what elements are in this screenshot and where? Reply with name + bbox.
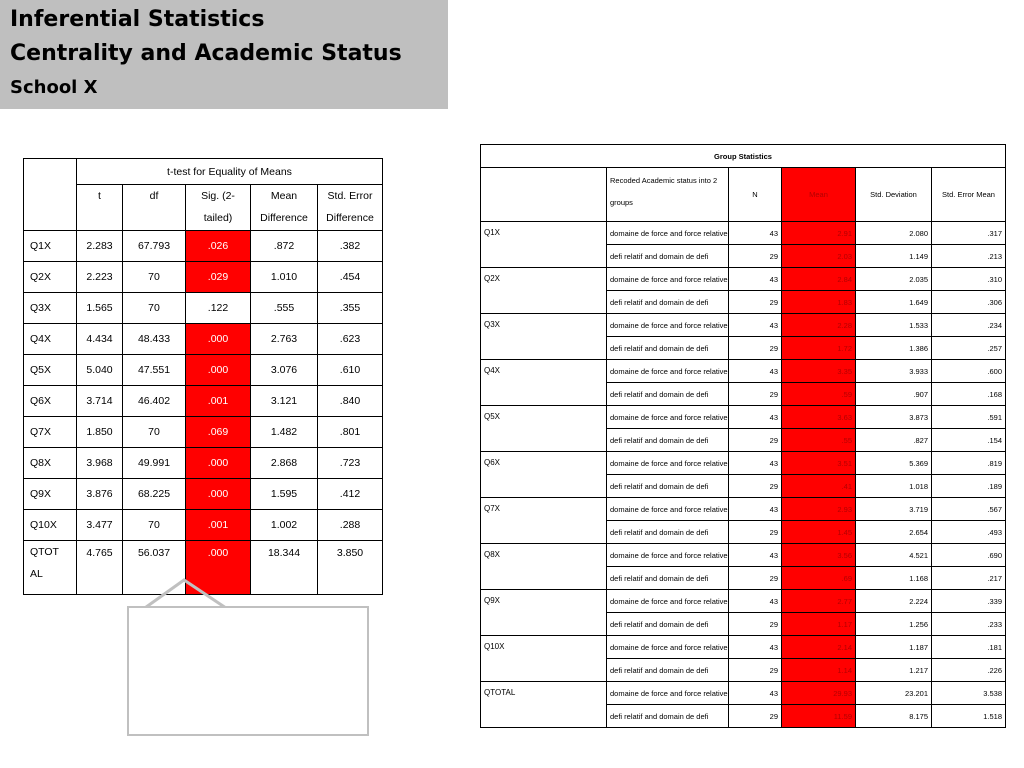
- gs-cell-mean: 1.14: [782, 659, 856, 682]
- cell-std-error-difference: .801: [318, 417, 383, 448]
- gs-cell-se: 3.538: [932, 682, 1006, 705]
- header-se-line-2: Difference: [326, 212, 374, 224]
- ttest-row: [24, 479, 383, 510]
- gs-group-name: defi relatif and domain de defi: [607, 475, 729, 498]
- gs-header-group: [607, 168, 729, 222]
- cell-t: 3.968: [77, 448, 123, 479]
- header-std-error-difference: [318, 185, 383, 231]
- ttest-row: [24, 355, 383, 386]
- cell-df: 46.402: [123, 386, 186, 417]
- cell-t: 4.434: [77, 324, 123, 355]
- cell-sig: .122: [186, 293, 251, 324]
- gs-cell-mean: 1.72: [782, 337, 856, 360]
- ttest-group-header: t-test for Equality of Means: [77, 159, 383, 185]
- gs-row-label: Q2X: [481, 268, 607, 314]
- gs-row: [481, 636, 1006, 659]
- cell-mean-difference: .555: [251, 293, 318, 324]
- gs-cell-n: 29: [729, 383, 782, 406]
- row-label: Q5X: [24, 355, 77, 386]
- gs-cell-se: .600: [932, 360, 1006, 383]
- gs-cell-mean: .55: [782, 429, 856, 452]
- cell-df: 70: [123, 293, 186, 324]
- cell-sig: .069: [186, 417, 251, 448]
- row-label: [24, 541, 77, 595]
- gs-cell-sd: 1.168: [856, 567, 932, 590]
- cell-mean-difference: 18.344: [251, 541, 318, 595]
- gs-cell-mean: 3.56: [782, 544, 856, 567]
- gs-cell-mean: .69: [782, 567, 856, 590]
- gs-cell-sd: 5.369: [856, 452, 932, 475]
- cell-t: 3.477: [77, 510, 123, 541]
- gs-cell-n: 29: [729, 291, 782, 314]
- header-mean-difference: [251, 185, 318, 231]
- gs-cell-n: 29: [729, 245, 782, 268]
- gs-cell-sd: 3.873: [856, 406, 932, 429]
- gs-cell-n: 43: [729, 406, 782, 429]
- gs-cell-mean: 3.35: [782, 360, 856, 383]
- gs-cell-sd: .907: [856, 383, 932, 406]
- cell-mean-difference: 1.595: [251, 479, 318, 510]
- gs-cell-n: 29: [729, 659, 782, 682]
- gs-row: [481, 498, 1006, 521]
- cell-df: 56.037: [123, 541, 186, 595]
- gs-group-name: domaine de force and force relative: [607, 498, 729, 521]
- header-md-line-1: Mean: [270, 190, 298, 202]
- gs-group-name: domaine de force and force relative: [607, 406, 729, 429]
- gs-group-name: defi relatif and domain de defi: [607, 659, 729, 682]
- gs-cell-sd: 1.187: [856, 636, 932, 659]
- callout-box: [127, 606, 369, 736]
- gs-row-label: Q1X: [481, 222, 607, 268]
- gs-cell-mean: 2.14: [782, 636, 856, 659]
- ttest-row: [24, 293, 383, 324]
- row-label: Q2X: [24, 262, 77, 293]
- row-label: Q4X: [24, 324, 77, 355]
- gs-header-group-line-2: groups: [610, 198, 633, 207]
- gs-cell-n: 29: [729, 429, 782, 452]
- cell-mean-difference: 3.121: [251, 386, 318, 417]
- gs-cell-mean: 1.17: [782, 613, 856, 636]
- gs-cell-mean: 3.51: [782, 452, 856, 475]
- cell-std-error-difference: .723: [318, 448, 383, 479]
- gs-cell-n: 43: [729, 636, 782, 659]
- cell-mean-difference: 1.002: [251, 510, 318, 541]
- cell-t: 2.283: [77, 231, 123, 262]
- gs-row-label: Q5X: [481, 406, 607, 452]
- cell-sig: .001: [186, 510, 251, 541]
- group-statistics-table: [480, 144, 1006, 728]
- gs-cell-n: 43: [729, 268, 782, 291]
- gs-row-label: QTOTAL: [481, 682, 607, 728]
- gs-cell-mean: 2.84: [782, 268, 856, 291]
- title-line-2: Centrality and Academic Status: [10, 41, 402, 66]
- gs-cell-mean: 1.83: [782, 291, 856, 314]
- cell-df: 67.793: [123, 231, 186, 262]
- gs-group-name: domaine de force and force relative: [607, 360, 729, 383]
- cell-std-error-difference: .412: [318, 479, 383, 510]
- gs-group-name: domaine de force and force relative: [607, 268, 729, 291]
- gs-cell-se: .233: [932, 613, 1006, 636]
- gs-cell-se: .226: [932, 659, 1006, 682]
- gs-row-label: Q7X: [481, 498, 607, 544]
- cell-df: 48.433: [123, 324, 186, 355]
- cell-mean-difference: .872: [251, 231, 318, 262]
- gs-cell-n: 43: [729, 360, 782, 383]
- header-md-line-2: Difference: [260, 212, 308, 224]
- gs-cell-sd: 1.018: [856, 475, 932, 498]
- cell-t: 3.876: [77, 479, 123, 510]
- gs-cell-se: .257: [932, 337, 1006, 360]
- gs-cell-n: 43: [729, 590, 782, 613]
- gs-cell-n: 43: [729, 452, 782, 475]
- row-label: Q6X: [24, 386, 77, 417]
- gs-cell-mean: .59: [782, 383, 856, 406]
- gs-cell-se: .217: [932, 567, 1006, 590]
- gs-corner-cell: [481, 168, 607, 222]
- gs-row-label: Q9X: [481, 590, 607, 636]
- gs-row: [481, 360, 1006, 383]
- gs-cell-se: .317: [932, 222, 1006, 245]
- ttest-row: [24, 262, 383, 293]
- gs-row: [481, 682, 1006, 705]
- gs-cell-sd: 3.719: [856, 498, 932, 521]
- title-banner: [0, 0, 448, 109]
- ttest-row: [24, 417, 383, 448]
- gs-row: [481, 222, 1006, 245]
- gs-row: [481, 590, 1006, 613]
- cell-sig: .000: [186, 541, 251, 595]
- gs-cell-se: .168: [932, 383, 1006, 406]
- cell-t: 5.040: [77, 355, 123, 386]
- gs-cell-mean: .41: [782, 475, 856, 498]
- cell-sig: .000: [186, 324, 251, 355]
- cell-std-error-difference: .454: [318, 262, 383, 293]
- header-sig: [186, 185, 251, 231]
- row-label: Q10X: [24, 510, 77, 541]
- gs-cell-mean: 3.63: [782, 406, 856, 429]
- title-line-3: School X: [10, 77, 98, 98]
- gs-cell-n: 29: [729, 613, 782, 636]
- cell-mean-difference: 1.010: [251, 262, 318, 293]
- ttest-row: [24, 324, 383, 355]
- gs-row-label: Q4X: [481, 360, 607, 406]
- ttest-table: [23, 158, 383, 595]
- gs-row-label: Q3X: [481, 314, 607, 360]
- gs-header-sd: Std. Deviation: [856, 168, 932, 222]
- gs-cell-se: .493: [932, 521, 1006, 544]
- row-label-line-2: AL: [30, 568, 43, 580]
- cell-std-error-difference: .382: [318, 231, 383, 262]
- cell-t: 3.714: [77, 386, 123, 417]
- cell-df: 49.991: [123, 448, 186, 479]
- gs-cell-mean: 2.93: [782, 498, 856, 521]
- gs-cell-se: .189: [932, 475, 1006, 498]
- gs-group-name: defi relatif and domain de defi: [607, 337, 729, 360]
- ttest-row: [24, 510, 383, 541]
- cell-sig: .026: [186, 231, 251, 262]
- gs-cell-se: .306: [932, 291, 1006, 314]
- cell-std-error-difference: .610: [318, 355, 383, 386]
- ttest-row: [24, 386, 383, 417]
- gs-group-name: domaine de force and force relative: [607, 452, 729, 475]
- gs-cell-sd: 3.933: [856, 360, 932, 383]
- gs-cell-mean: 1.45: [782, 521, 856, 544]
- gs-row: [481, 544, 1006, 567]
- gs-cell-sd: 1.533: [856, 314, 932, 337]
- header-t: t: [77, 185, 123, 231]
- cell-df: 70: [123, 510, 186, 541]
- corner-cell: [24, 159, 77, 231]
- gs-cell-se: .690: [932, 544, 1006, 567]
- gs-cell-mean: 29.93: [782, 682, 856, 705]
- row-label-line-1: QTOT: [30, 546, 59, 558]
- gs-group-name: defi relatif and domain de defi: [607, 429, 729, 452]
- gs-cell-sd: 1.256: [856, 613, 932, 636]
- row-label: Q3X: [24, 293, 77, 324]
- ttest-row: [24, 231, 383, 262]
- gs-header-n: N: [729, 168, 782, 222]
- row-label: Q1X: [24, 231, 77, 262]
- header-se-line-1: Std. Error: [327, 190, 373, 202]
- gs-cell-sd: 1.649: [856, 291, 932, 314]
- gs-row-label: Q8X: [481, 544, 607, 590]
- gs-cell-n: 29: [729, 521, 782, 544]
- gs-group-name: defi relatif and domain de defi: [607, 705, 729, 728]
- cell-mean-difference: 1.482: [251, 417, 318, 448]
- gs-cell-n: 43: [729, 544, 782, 567]
- gs-header-mean: Mean: [782, 168, 856, 222]
- gs-cell-mean: 2.03: [782, 245, 856, 268]
- header-sig-line-1: Sig. (2-: [201, 190, 235, 202]
- gs-row: [481, 314, 1006, 337]
- gs-cell-n: 43: [729, 222, 782, 245]
- gs-group-name: defi relatif and domain de defi: [607, 245, 729, 268]
- gs-cell-se: .154: [932, 429, 1006, 452]
- cell-df: 68.225: [123, 479, 186, 510]
- cell-t: 4.765: [77, 541, 123, 595]
- gs-group-name: domaine de force and force relative: [607, 222, 729, 245]
- cell-sig: .001: [186, 386, 251, 417]
- gs-cell-sd: 1.386: [856, 337, 932, 360]
- cell-std-error-difference: 3.850: [318, 541, 383, 595]
- ttest-row: [24, 448, 383, 479]
- row-label: Q9X: [24, 479, 77, 510]
- gs-group-name: domaine de force and force relative: [607, 544, 729, 567]
- gs-header-group-line-1: Recoded Academic status into 2: [610, 176, 718, 185]
- gs-cell-sd: 23.201: [856, 682, 932, 705]
- gs-header-se: Std. Error Mean: [932, 168, 1006, 222]
- header-sig-line-2: tailed): [203, 212, 233, 224]
- cell-std-error-difference: .840: [318, 386, 383, 417]
- cell-mean-difference: 3.076: [251, 355, 318, 386]
- gs-group-name: domaine de force and force relative: [607, 636, 729, 659]
- gs-cell-mean: 2.77: [782, 590, 856, 613]
- group-statistics-title: Group Statistics: [481, 145, 1006, 168]
- gs-cell-se: 1.518: [932, 705, 1006, 728]
- gs-cell-sd: 1.149: [856, 245, 932, 268]
- gs-group-name: domaine de force and force relative: [607, 314, 729, 337]
- cell-sig: .000: [186, 448, 251, 479]
- gs-cell-se: .213: [932, 245, 1006, 268]
- gs-cell-n: 43: [729, 682, 782, 705]
- cell-std-error-difference: .355: [318, 293, 383, 324]
- cell-sig: .000: [186, 479, 251, 510]
- gs-cell-sd: 2.080: [856, 222, 932, 245]
- gs-row: [481, 452, 1006, 475]
- gs-row: [481, 268, 1006, 291]
- cell-df: 70: [123, 262, 186, 293]
- header-df: df: [123, 185, 186, 231]
- gs-cell-se: .234: [932, 314, 1006, 337]
- gs-cell-mean: 2.28: [782, 314, 856, 337]
- cell-df: 47.551: [123, 355, 186, 386]
- row-label: Q7X: [24, 417, 77, 448]
- gs-row-label: Q6X: [481, 452, 607, 498]
- gs-group-name: defi relatif and domain de defi: [607, 291, 729, 314]
- cell-mean-difference: 2.868: [251, 448, 318, 479]
- gs-cell-mean: 11.59: [782, 705, 856, 728]
- gs-cell-se: .181: [932, 636, 1006, 659]
- gs-cell-n: 29: [729, 337, 782, 360]
- gs-cell-n: 29: [729, 475, 782, 498]
- row-label: Q8X: [24, 448, 77, 479]
- cell-mean-difference: 2.763: [251, 324, 318, 355]
- cell-df: 70: [123, 417, 186, 448]
- cell-t: 1.850: [77, 417, 123, 448]
- gs-row: [481, 406, 1006, 429]
- gs-cell-se: .310: [932, 268, 1006, 291]
- gs-group-name: domaine de force and force relative: [607, 590, 729, 613]
- cell-t: 1.565: [77, 293, 123, 324]
- gs-cell-sd: 2.224: [856, 590, 932, 613]
- cell-t: 2.223: [77, 262, 123, 293]
- gs-group-name: defi relatif and domain de defi: [607, 567, 729, 590]
- gs-group-name: defi relatif and domain de defi: [607, 383, 729, 406]
- gs-cell-se: .567: [932, 498, 1006, 521]
- gs-cell-mean: 2.91: [782, 222, 856, 245]
- gs-cell-sd: .827: [856, 429, 932, 452]
- title-line-1: Inferential Statistics: [10, 7, 265, 32]
- gs-cell-sd: 4.521: [856, 544, 932, 567]
- gs-cell-sd: 2.654: [856, 521, 932, 544]
- gs-group-name: defi relatif and domain de defi: [607, 521, 729, 544]
- gs-cell-se: .591: [932, 406, 1006, 429]
- cell-sig: .029: [186, 262, 251, 293]
- cell-sig: .000: [186, 355, 251, 386]
- gs-cell-se: .819: [932, 452, 1006, 475]
- gs-cell-n: 43: [729, 498, 782, 521]
- gs-cell-se: .339: [932, 590, 1006, 613]
- gs-cell-n: 29: [729, 705, 782, 728]
- gs-cell-n: 43: [729, 314, 782, 337]
- gs-cell-sd: 2.035: [856, 268, 932, 291]
- gs-cell-sd: 8.175: [856, 705, 932, 728]
- cell-std-error-difference: .623: [318, 324, 383, 355]
- gs-cell-sd: 1.217: [856, 659, 932, 682]
- gs-row-label: Q10X: [481, 636, 607, 682]
- gs-cell-n: 29: [729, 567, 782, 590]
- gs-group-name: defi relatif and domain de defi: [607, 613, 729, 636]
- cell-std-error-difference: .288: [318, 510, 383, 541]
- gs-group-name: domaine de force and force relative: [607, 682, 729, 705]
